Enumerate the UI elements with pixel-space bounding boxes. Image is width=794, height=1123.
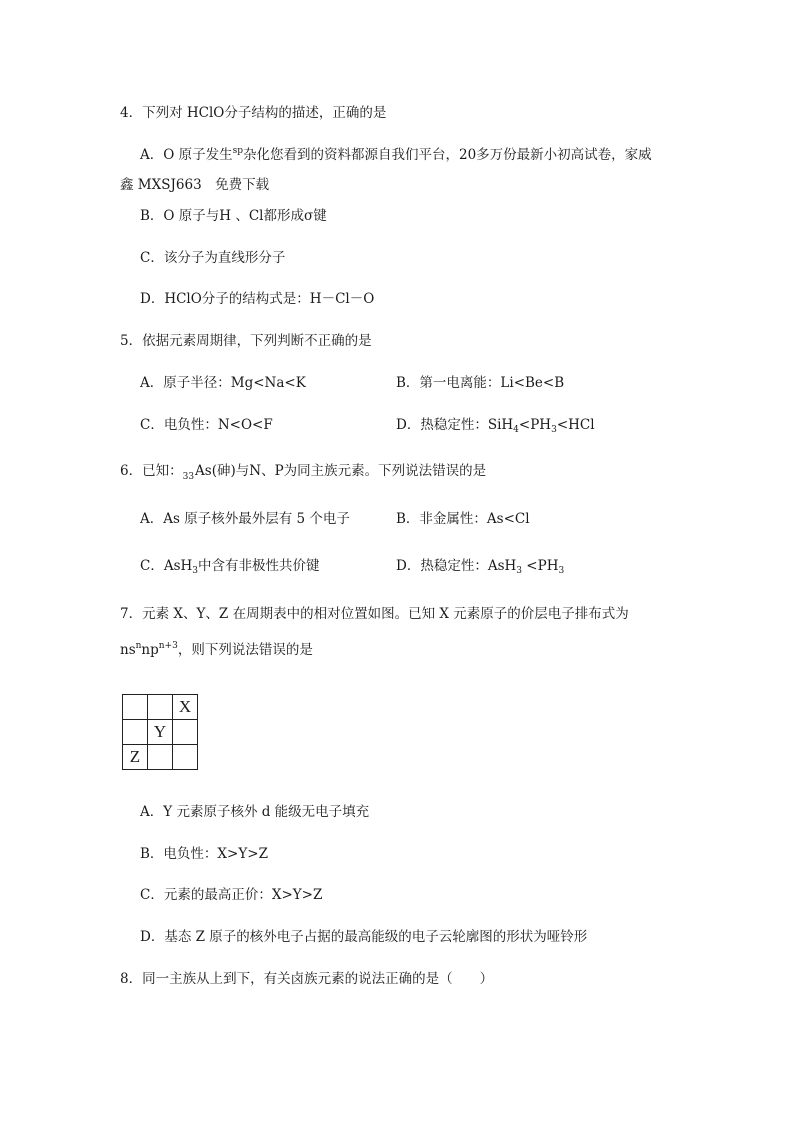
q4-option-a — [140, 146, 652, 164]
grid-cell — [148, 745, 173, 770]
q6-stem-post: As(砷)与N、P为同主族元素。下列说法错误的是 — [195, 463, 487, 479]
q5-option-c: C．电负性：N<O<F — [140, 417, 273, 433]
q6-d-sub2: 3 — [558, 566, 565, 576]
q7-option-d: D．基态 Z 原子的核外电子占据的最高能级的电子云轮廓图的形状为哑铃形 — [140, 929, 588, 945]
q6-c-sub: 3 — [192, 566, 199, 576]
q6-c-post: 中含有非极性共价键 — [198, 558, 320, 574]
grid-cell — [123, 695, 148, 720]
q5-option-a: A．原子半径：Mg<Na<K — [140, 375, 306, 391]
q4-stem: 4．下列对 HClO分子结构的描述，正确的是 — [120, 105, 387, 121]
grid-row — [123, 720, 198, 745]
q4-option-d: D．HClO分子的结构式是：H－Cl－O — [140, 291, 375, 307]
grid-row — [123, 695, 198, 720]
q6-c-text: C．AsH — [140, 558, 193, 574]
grid-cell — [173, 745, 198, 770]
q6-option-d — [396, 557, 564, 575]
grid-cell-x: X — [173, 695, 198, 720]
grid-cell-y: Y — [148, 720, 173, 745]
q5-d-text: D．热稳定性：SiH — [396, 417, 514, 433]
q4-option-a-line2: 鑫 MXSJ663 免费下载 — [120, 177, 270, 193]
q6-d-mid: <PH — [522, 558, 559, 574]
q6-d-text: D．热稳定性：AsH — [396, 558, 517, 574]
q6-stem-pre: 6．已知： — [120, 463, 183, 479]
q7-stem: 7．元素 X、Y、Z 在周期表中的相对位置如图。已知 X 元素原子的价层电子排布式为 — [120, 606, 629, 622]
q7-config — [120, 641, 313, 659]
q7-cfg-ns: ns — [120, 642, 136, 658]
grid-cell — [123, 720, 148, 745]
q6-d-sub1: 3 — [516, 566, 523, 576]
q7-cfg-n3: n+3 — [158, 641, 178, 651]
q4-option-c: C．该分子为直线形分子 — [140, 250, 286, 266]
q4-a-text: A．O 原子发生 — [140, 147, 233, 163]
q6-stem — [120, 462, 486, 482]
q7-cfg-post: ，则下列说法错误的是 — [177, 642, 313, 658]
q4-a-text-rest: 杂化您看到的资料都源自我们平台，20多万份最新小初高试卷，家威 — [243, 147, 652, 163]
grid-cell-z: Z — [123, 745, 148, 770]
q7-cfg-np: np — [141, 642, 159, 658]
grid-cell — [148, 695, 173, 720]
q4-a-sp: sp — [232, 146, 243, 156]
grid-row — [123, 745, 198, 770]
q5-d-sub2: 3 — [551, 425, 557, 435]
q6-option-a: A．As 原子核外最外层有 5 个电子 — [140, 511, 350, 527]
q5-d-sub1: 4 — [513, 425, 519, 435]
q6-option-b: B．非金属性：As<Cl — [396, 511, 530, 527]
q5-option-b: B．第一电离能：Li<Be<B — [396, 375, 565, 391]
periodic-table-fragment — [122, 694, 198, 770]
q7-option-a: A．Y 元素原子核外 d 能级无电子填充 — [140, 804, 370, 820]
q7-cfg-n: n — [135, 641, 142, 651]
q5-stem: 5．依据元素周期律，下列判断不正确的是 — [120, 333, 372, 349]
grid-cell — [173, 720, 198, 745]
q7-option-c: C．元素的最高正价：X>Y>Z — [140, 887, 323, 903]
q6-atomic-number: 33 — [182, 472, 195, 482]
q4-option-b: B．O 原子与H 、Cl都形成σ键 — [140, 208, 327, 224]
q5-d-mid: <PH — [518, 417, 552, 433]
q5-option-d — [396, 416, 595, 434]
q5-d-post: <HCl — [556, 417, 595, 433]
q8-stem: 8．同一主族从上到下，有关卤族元素的说法正确的是（ ） — [120, 971, 494, 987]
q7-option-b: B．电负性：X>Y>Z — [140, 846, 268, 862]
q6-option-c — [140, 557, 320, 575]
